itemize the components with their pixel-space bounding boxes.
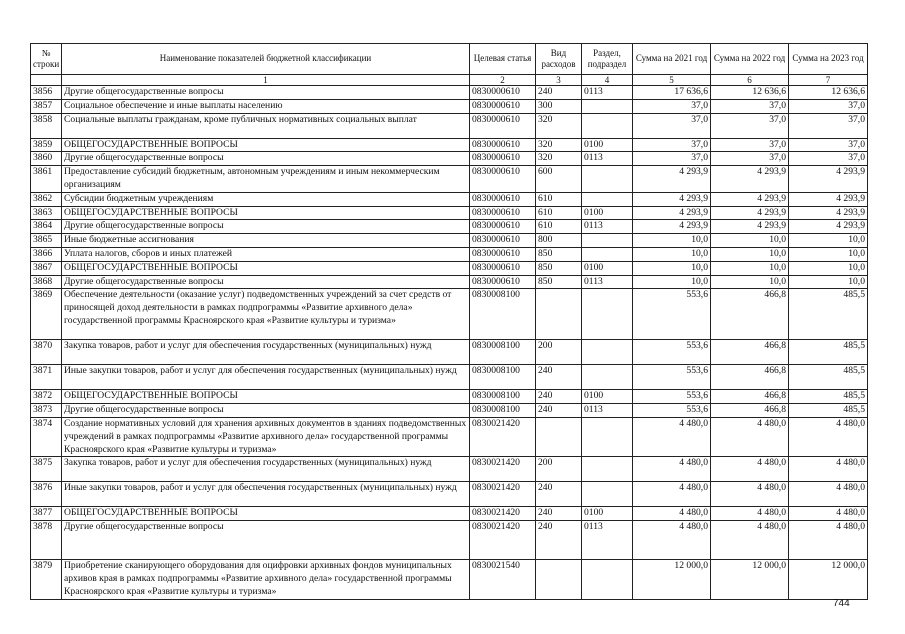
target-article-cell: 0830000610 xyxy=(470,99,536,113)
header-sum-2021: Сумма на 2021 год xyxy=(633,44,711,75)
target-article-cell: 0830021420 xyxy=(470,507,536,521)
sum-2021-cell: 553,6 xyxy=(633,289,711,340)
section-cell xyxy=(582,457,633,482)
sum-2021-cell: 37,0 xyxy=(633,99,711,113)
name-cell: Другие общегосударственные вопросы xyxy=(62,521,470,560)
row-number-cell: 3865 xyxy=(31,234,62,248)
sum-2021-cell: 4 480,0 xyxy=(633,417,711,456)
expense-type-cell: 320 xyxy=(536,113,582,138)
section-cell: 0100 xyxy=(582,390,633,404)
column-number: 5 xyxy=(633,75,711,86)
sum-2023-cell: 37,0 xyxy=(789,99,868,113)
section-cell: 0113 xyxy=(582,521,633,560)
name-cell: Закупка товаров, работ и услуг для обеспечения государственных (муниципальных) нужд xyxy=(62,340,470,365)
sum-2022-cell: 4 480,0 xyxy=(711,521,789,560)
row-number-cell: 3877 xyxy=(31,507,62,521)
name-cell: ОБЩЕГОСУДАРСТВЕННЫЕ ВОПРОСЫ xyxy=(62,261,470,275)
row-number-cell: 3864 xyxy=(31,220,62,234)
sum-2023-cell: 12 000,0 xyxy=(789,560,868,599)
expense-type-cell xyxy=(536,417,582,456)
sum-2021-cell: 4 480,0 xyxy=(633,457,711,482)
section-cell xyxy=(582,99,633,113)
name-cell: Закупка товаров, работ и услуг для обеспечения государственных (муниципальных) нужд xyxy=(62,457,470,482)
sum-2021-cell: 12 000,0 xyxy=(633,560,711,599)
section-cell xyxy=(582,289,633,340)
sum-2023-cell: 485,5 xyxy=(789,289,868,340)
expense-type-cell: 240 xyxy=(536,365,582,390)
table-row xyxy=(31,206,868,220)
section-cell: 0100 xyxy=(582,138,633,152)
section-cell: 0113 xyxy=(582,275,633,289)
sum-2021-cell: 10,0 xyxy=(633,247,711,261)
row-number-cell: 3869 xyxy=(31,289,62,340)
header-sum-2022: Сумма на 2022 год xyxy=(711,44,789,75)
table-row xyxy=(31,86,868,100)
sum-2022-cell: 10,0 xyxy=(711,261,789,275)
page-number: 744 xyxy=(833,598,850,609)
section-cell: 0100 xyxy=(582,261,633,275)
sum-2023-cell: 485,5 xyxy=(789,404,868,418)
column-number: 7 xyxy=(789,75,868,86)
table-row xyxy=(31,521,868,560)
target-article-cell: 0830021420 xyxy=(470,482,536,507)
row-number-cell: 3879 xyxy=(31,560,62,599)
row-number-cell: 3857 xyxy=(31,99,62,113)
row-number-cell: 3856 xyxy=(31,86,62,100)
target-article-cell: 0830021540 xyxy=(470,560,536,599)
name-cell: Обеспечение деятельности (оказание услуг) подведомственных учреждений за счет средств от приносящей доход деятельности в рамках подпрограммы «Развитие архивного дела» государственной программы Красноярского края «Развитие культуры и туризма» xyxy=(62,289,470,340)
table-row xyxy=(31,507,868,521)
expense-type-cell: 610 xyxy=(536,206,582,220)
name-cell: Создание нормативных условий для хранения архивных документов в зданиях подведомственных учреждений в рамках подпрограммы «Развитие архивного дела» государственной программы Красноярского края «Развитие культуры и туризма» xyxy=(62,417,470,456)
target-article-cell: 0830008100 xyxy=(470,289,536,340)
sum-2023-cell: 4 480,0 xyxy=(789,417,868,456)
row-number-cell: 3866 xyxy=(31,247,62,261)
header-name: Наименование показателей бюджетной классификации xyxy=(62,44,470,75)
sum-2021-cell: 17 636,6 xyxy=(633,86,711,100)
section-cell xyxy=(582,417,633,456)
sum-2022-cell: 37,0 xyxy=(711,99,789,113)
header-row-no: № строки xyxy=(31,44,62,75)
sum-2022-cell: 4 293,9 xyxy=(711,192,789,206)
table-row xyxy=(31,390,868,404)
sum-2022-cell: 12 000,0 xyxy=(711,560,789,599)
expense-type-cell xyxy=(536,560,582,599)
name-cell: Иные бюджетные ассигнования xyxy=(62,234,470,248)
section-cell xyxy=(582,192,633,206)
section-cell xyxy=(582,234,633,248)
section-cell xyxy=(582,560,633,599)
name-cell: Субсидии бюджетным учреждениям xyxy=(62,192,470,206)
sum-2023-cell: 4 293,9 xyxy=(789,166,868,193)
table-row xyxy=(31,417,868,456)
sum-2022-cell: 4 480,0 xyxy=(711,457,789,482)
table-row xyxy=(31,247,868,261)
sum-2022-cell: 466,8 xyxy=(711,390,789,404)
sum-2023-cell: 485,5 xyxy=(789,390,868,404)
target-article-cell: 0830000610 xyxy=(470,261,536,275)
section-cell: 0113 xyxy=(582,220,633,234)
table-row xyxy=(31,234,868,248)
table-header-row xyxy=(31,44,868,75)
name-cell: Уплата налогов, сборов и иных платежей xyxy=(62,247,470,261)
sum-2022-cell: 466,8 xyxy=(711,365,789,390)
header-sum-2023: Сумма на 2023 год xyxy=(789,44,868,75)
target-article-cell: 0830000610 xyxy=(470,275,536,289)
row-number-cell: 3871 xyxy=(31,365,62,390)
table-row xyxy=(31,220,868,234)
expense-type-cell: 800 xyxy=(536,234,582,248)
expense-type-cell: 850 xyxy=(536,275,582,289)
column-number-row xyxy=(31,75,868,86)
expense-type-cell: 600 xyxy=(536,166,582,193)
row-number-cell: 3868 xyxy=(31,275,62,289)
section-cell xyxy=(582,365,633,390)
sum-2021-cell: 37,0 xyxy=(633,113,711,138)
sum-2023-cell: 12 636,6 xyxy=(789,86,868,100)
table-row xyxy=(31,261,868,275)
table-row xyxy=(31,192,868,206)
target-article-cell: 0830008100 xyxy=(470,390,536,404)
sum-2023-cell: 10,0 xyxy=(789,247,868,261)
row-number-cell: 3872 xyxy=(31,390,62,404)
header-type: Вид расходов xyxy=(536,44,582,75)
target-article-cell: 0830008100 xyxy=(470,404,536,418)
target-article-cell: 0830000610 xyxy=(470,113,536,138)
table-row xyxy=(31,340,868,365)
sum-2022-cell: 10,0 xyxy=(711,247,789,261)
sum-2021-cell: 4 480,0 xyxy=(633,482,711,507)
column-number: 2 xyxy=(470,75,536,86)
sum-2022-cell: 10,0 xyxy=(711,234,789,248)
row-number-cell: 3874 xyxy=(31,417,62,456)
table-row xyxy=(31,482,868,507)
target-article-cell: 0830000610 xyxy=(470,152,536,166)
sum-2023-cell: 485,5 xyxy=(789,340,868,365)
table-row xyxy=(31,560,868,599)
sum-2021-cell: 4 293,9 xyxy=(633,206,711,220)
table-row xyxy=(31,365,868,390)
target-article-cell: 0830000610 xyxy=(470,234,536,248)
name-cell: Другие общегосударственные вопросы xyxy=(62,152,470,166)
budget-table xyxy=(30,43,868,600)
name-cell: Иные закупки товаров, работ и услуг для обеспечения государственных (муниципальных) нужд xyxy=(62,482,470,507)
column-number: 3 xyxy=(536,75,582,86)
name-cell: ОБЩЕГОСУДАРСТВЕННЫЕ ВОПРОСЫ xyxy=(62,390,470,404)
sum-2022-cell: 4 480,0 xyxy=(711,482,789,507)
sum-2022-cell: 37,0 xyxy=(711,138,789,152)
table-row xyxy=(31,113,868,138)
target-article-cell: 0830000610 xyxy=(470,192,536,206)
name-cell: ОБЩЕГОСУДАРСТВЕННЫЕ ВОПРОСЫ xyxy=(62,138,470,152)
name-cell: ОБЩЕГОСУДАРСТВЕННЫЕ ВОПРОСЫ xyxy=(62,206,470,220)
sum-2021-cell: 10,0 xyxy=(633,261,711,275)
row-number-cell: 3867 xyxy=(31,261,62,275)
sum-2023-cell: 4 293,9 xyxy=(789,206,868,220)
table-row xyxy=(31,289,868,340)
name-cell: Иные закупки товаров, работ и услуг для обеспечения государственных (муниципальных) нужд xyxy=(62,365,470,390)
target-article-cell: 0830021420 xyxy=(470,521,536,560)
sum-2023-cell: 10,0 xyxy=(789,261,868,275)
sum-2022-cell: 466,8 xyxy=(711,340,789,365)
sum-2023-cell: 4 293,9 xyxy=(789,220,868,234)
row-number-cell: 3860 xyxy=(31,152,62,166)
target-article-cell: 0830000610 xyxy=(470,206,536,220)
section-cell: 0113 xyxy=(582,152,633,166)
table-row xyxy=(31,138,868,152)
header-target: Целевая статья xyxy=(470,44,536,75)
table-row xyxy=(31,152,868,166)
name-cell: Другие общегосударственные вопросы xyxy=(62,275,470,289)
sum-2021-cell: 553,6 xyxy=(633,404,711,418)
expense-type-cell: 610 xyxy=(536,192,582,206)
table-row xyxy=(31,99,868,113)
section-cell xyxy=(582,482,633,507)
sum-2023-cell: 4 293,9 xyxy=(789,192,868,206)
section-cell xyxy=(582,166,633,193)
sum-2023-cell: 37,0 xyxy=(789,113,868,138)
name-cell: Другие общегосударственные вопросы xyxy=(62,86,470,100)
row-number-cell: 3873 xyxy=(31,404,62,418)
sum-2022-cell: 37,0 xyxy=(711,152,789,166)
sum-2022-cell: 4 293,9 xyxy=(711,166,789,193)
sum-2021-cell: 10,0 xyxy=(633,275,711,289)
row-number-cell: 3876 xyxy=(31,482,62,507)
table-row xyxy=(31,275,868,289)
target-article-cell: 0830021420 xyxy=(470,417,536,456)
sum-2022-cell: 466,8 xyxy=(711,289,789,340)
row-number-cell: 3870 xyxy=(31,340,62,365)
header-section: Раздел, подраздел xyxy=(582,44,633,75)
name-cell: Предоставление субсидий бюджетным, автономным учреждениям и иным некоммерческим организациям xyxy=(62,166,470,193)
column-number: 4 xyxy=(582,75,633,86)
expense-type-cell: 240 xyxy=(536,404,582,418)
row-number-cell: 3859 xyxy=(31,138,62,152)
table-row xyxy=(31,166,868,193)
sum-2021-cell: 4 293,9 xyxy=(633,220,711,234)
expense-type-cell: 610 xyxy=(536,220,582,234)
sum-2023-cell: 10,0 xyxy=(789,275,868,289)
name-cell: Приобретение сканирующего оборудования для оцифровки архивных фондов муниципальных архивов края в рамках подпрограммы «Развитие архивного дела» государственной программы Красноярского края «Развитие культуры и туризма» xyxy=(62,560,470,599)
sum-2021-cell: 4 480,0 xyxy=(633,521,711,560)
expense-type-cell: 240 xyxy=(536,390,582,404)
target-article-cell: 0830008100 xyxy=(470,340,536,365)
sum-2023-cell: 37,0 xyxy=(789,152,868,166)
section-cell xyxy=(582,340,633,365)
name-cell: Социальное обеспечение и иные выплаты населению xyxy=(62,99,470,113)
sum-2021-cell: 4 480,0 xyxy=(633,507,711,521)
expense-type-cell: 200 xyxy=(536,340,582,365)
sum-2021-cell: 10,0 xyxy=(633,234,711,248)
expense-type-cell: 240 xyxy=(536,86,582,100)
target-article-cell: 0830000610 xyxy=(470,86,536,100)
name-cell: Социальные выплаты гражданам, кроме публичных нормативных социальных выплат xyxy=(62,113,470,138)
row-number-cell: 3875 xyxy=(31,457,62,482)
budget-table-sheet xyxy=(30,43,868,600)
table-row xyxy=(31,457,868,482)
row-number-cell: 3858 xyxy=(31,113,62,138)
expense-type-cell: 240 xyxy=(536,507,582,521)
target-article-cell: 0830000610 xyxy=(470,138,536,152)
column-number xyxy=(31,75,62,86)
expense-type-cell: 320 xyxy=(536,138,582,152)
sum-2022-cell: 4 480,0 xyxy=(711,507,789,521)
column-number: 6 xyxy=(711,75,789,86)
target-article-cell: 0830008100 xyxy=(470,365,536,390)
name-cell: ОБЩЕГОСУДАРСТВЕННЫЕ ВОПРОСЫ xyxy=(62,507,470,521)
row-number-cell: 3863 xyxy=(31,206,62,220)
expense-type-cell: 850 xyxy=(536,261,582,275)
target-article-cell: 0830000610 xyxy=(470,166,536,193)
sum-2022-cell: 466,8 xyxy=(711,404,789,418)
target-article-cell: 0830000610 xyxy=(470,247,536,261)
sum-2022-cell: 10,0 xyxy=(711,275,789,289)
sum-2023-cell: 4 480,0 xyxy=(789,521,868,560)
sum-2023-cell: 4 480,0 xyxy=(789,457,868,482)
sum-2021-cell: 553,6 xyxy=(633,365,711,390)
expense-type-cell: 240 xyxy=(536,482,582,507)
sum-2021-cell: 553,6 xyxy=(633,390,711,404)
sum-2022-cell: 4 480,0 xyxy=(711,417,789,456)
sum-2021-cell: 553,6 xyxy=(633,340,711,365)
row-number-cell: 3862 xyxy=(31,192,62,206)
sum-2021-cell: 4 293,9 xyxy=(633,166,711,193)
sum-2023-cell: 4 480,0 xyxy=(789,507,868,521)
table-body xyxy=(31,86,868,600)
name-cell: Другие общегосударственные вопросы xyxy=(62,404,470,418)
section-cell xyxy=(582,113,633,138)
sum-2022-cell: 4 293,9 xyxy=(711,206,789,220)
expense-type-cell: 300 xyxy=(536,99,582,113)
target-article-cell: 0830021420 xyxy=(470,457,536,482)
sum-2021-cell: 37,0 xyxy=(633,152,711,166)
column-number: 1 xyxy=(62,75,470,86)
sum-2023-cell: 4 480,0 xyxy=(789,482,868,507)
expense-type-cell: 200 xyxy=(536,457,582,482)
expense-type-cell: 240 xyxy=(536,521,582,560)
name-cell: Другие общегосударственные вопросы xyxy=(62,220,470,234)
target-article-cell: 0830000610 xyxy=(470,220,536,234)
sum-2022-cell: 37,0 xyxy=(711,113,789,138)
sum-2021-cell: 37,0 xyxy=(633,138,711,152)
sum-2023-cell: 10,0 xyxy=(789,234,868,248)
section-cell: 0100 xyxy=(582,206,633,220)
section-cell: 0113 xyxy=(582,86,633,100)
expense-type-cell xyxy=(536,289,582,340)
row-number-cell: 3878 xyxy=(31,521,62,560)
table-row xyxy=(31,404,868,418)
row-number-cell: 3861 xyxy=(31,166,62,193)
expense-type-cell: 320 xyxy=(536,152,582,166)
sum-2023-cell: 485,5 xyxy=(789,365,868,390)
sum-2023-cell: 37,0 xyxy=(789,138,868,152)
section-cell xyxy=(582,247,633,261)
section-cell: 0100 xyxy=(582,507,633,521)
section-cell: 0113 xyxy=(582,404,633,418)
sum-2022-cell: 12 636,6 xyxy=(711,86,789,100)
sum-2022-cell: 4 293,9 xyxy=(711,220,789,234)
expense-type-cell: 850 xyxy=(536,247,582,261)
sum-2021-cell: 4 293,9 xyxy=(633,192,711,206)
